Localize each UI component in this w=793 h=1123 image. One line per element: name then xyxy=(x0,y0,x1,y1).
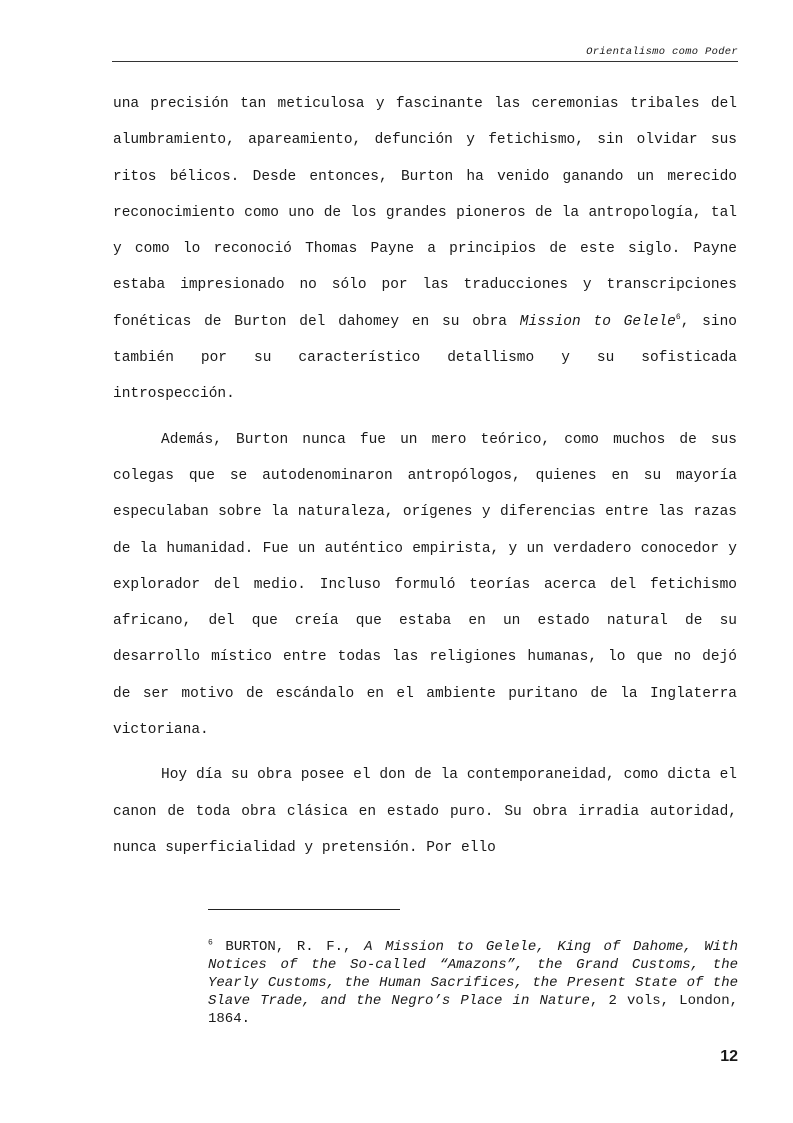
footnote-author: BURTON, R. F., xyxy=(225,939,365,955)
body-text xyxy=(113,86,737,875)
footnote-title: A Mission to Gelele, King of Dahome, With Notices of the So-called “Amazons”, the Grand Customs, the Yearly Customs, the Human Sacrifices, the Present State of the Slave Trade, and the Negro’s Place in Nature xyxy=(208,939,738,1009)
paragraph-1-part1: una precisión tan meticulosa y fascinante las ceremonias tribales del alumbramiento, apareamiento, defunción y fetichismo, sin olvidar sus ritos bélicos. Desde entonces, Burton ha venido ganando un merecido reconocimiento como uno de los grandes pioneros de la antropología, tal y como lo reconoció Thomas Payne a principios de este siglo. Payne estaba impresionado no sólo por las traducciones y transcripciones fonéticas de Burton del dahomey en su obra xyxy=(113,96,737,330)
footnote xyxy=(208,938,738,1028)
paragraph-3: Hoy día su obra posee el don de la contemporaneidad, como dicta el canon de toda obra clásica en estado puro. Su obra irradia autoridad, nunca superficialidad y pretensión. Por ello xyxy=(113,767,737,856)
footnote-details: , 2 vols, London, 1864. xyxy=(208,993,738,1027)
footnote-number: 6 xyxy=(208,938,213,948)
paragraph-1-part2: , sino también por su característico detallismo y su sofisticada introspección. xyxy=(113,313,737,403)
header-rule xyxy=(112,61,738,62)
page-number: 12 xyxy=(720,1048,738,1065)
paragraph-1 xyxy=(113,86,737,413)
paragraph-2: Además, Burton nunca fue un mero teórico, como muchos de sus colegas que se autodenominaron antropólogos, quienes en su mayoría especulaban sobre la naturaleza, orígenes y diferencias entre las razas de la humanidad. Fue un auténtico empirista, y un verdadero conocedor y explorador del medio. Incluso formuló teorías acerca del fetichismo africano, del que creía que estaba en un estado natural de su desarrollo místico entre todas las religiones humanas, lo que no dejó de ser motivo de escándalo en el ambiente puritano de la Inglaterra victoriana. xyxy=(113,431,737,739)
running-header: Orientalismo como Poder xyxy=(586,46,738,58)
book-title: Mission to Gelele xyxy=(519,313,676,330)
footnote-rule xyxy=(208,909,400,910)
footnote-reference[interactable]: 6 xyxy=(675,312,681,322)
